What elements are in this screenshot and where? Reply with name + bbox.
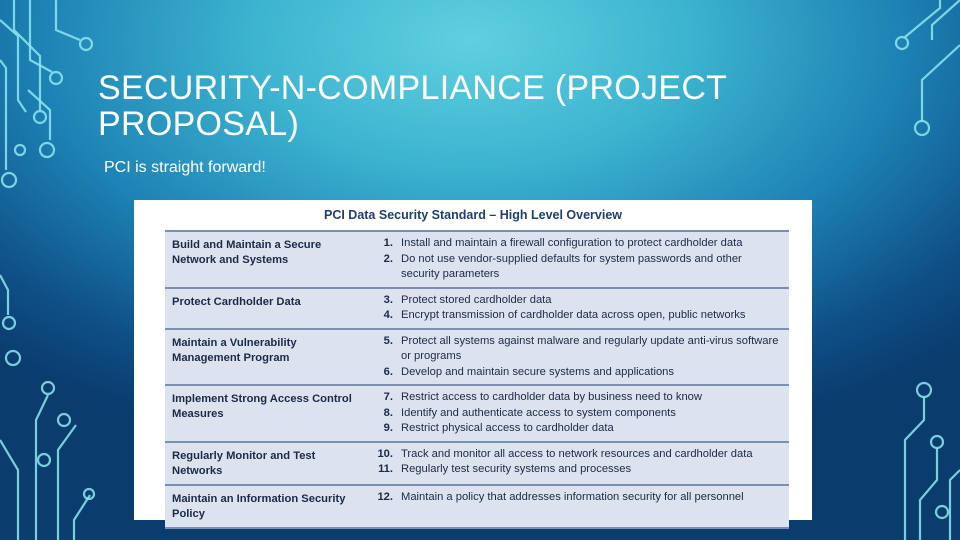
requirements-cell	[359, 231, 789, 288]
requirement-item	[359, 421, 783, 437]
requirement-text: Regularly test security systems and processes	[401, 463, 632, 475]
requirement-number: 9.	[383, 422, 393, 434]
requirement-number: 12.	[377, 490, 393, 503]
requirement-text: Identify and authenticate access to system components	[401, 406, 676, 419]
requirement-text: Maintain a policy that addresses information security for all personnel	[401, 490, 744, 503]
requirement-number: 1.	[383, 237, 393, 249]
requirements-cell	[359, 385, 789, 442]
table-row	[165, 442, 789, 485]
pci-overview-image	[134, 200, 812, 520]
requirement-number: 10.	[377, 447, 393, 460]
requirement-item	[359, 308, 783, 324]
table-row	[165, 231, 789, 288]
requirement-item	[359, 293, 783, 309]
goal-label: Implement Strong Access Control Measures	[172, 393, 352, 420]
requirements-cell	[359, 329, 789, 386]
goal-label: Regularly Monitor and Test Networks	[172, 449, 316, 477]
requirement-item	[359, 334, 783, 365]
requirement-text: Develop and maintain secure systems and applications	[401, 365, 675, 378]
requirement-item	[359, 390, 783, 406]
requirement-number: 6.	[383, 365, 393, 378]
table-row	[165, 288, 789, 329]
requirement-number: 5.	[383, 334, 393, 347]
goal-label: Build and Maintain a Secure Network and Systems	[172, 239, 322, 266]
requirement-item	[359, 252, 783, 283]
requirement-number: 11.	[378, 463, 393, 475]
requirement-text: Protect stored cardholder data	[401, 293, 552, 306]
requirements-cell	[359, 442, 789, 485]
requirements-cell	[359, 485, 789, 528]
slide-title: SECURITY-N-COMPLIANCE (PROJECT PROPOSAL)	[98, 69, 727, 143]
requirement-text: Restrict physical access to cardholder data	[401, 422, 614, 434]
requirement-number: 4.	[383, 309, 393, 321]
requirement-text: Encrypt transmission of cardholder data across open, public networks	[401, 309, 746, 321]
goal-label: Protect Cardholder Data	[172, 295, 301, 308]
table-row	[165, 385, 789, 442]
requirements-cell	[359, 288, 789, 329]
requirement-item	[359, 236, 783, 252]
requirement-text: Restrict access to cardholder data by business need to know	[401, 391, 702, 403]
requirement-text: Track and monitor all access to network resources and cardholder data	[401, 447, 753, 460]
requirement-item	[359, 490, 783, 506]
requirement-number: 8.	[383, 406, 393, 419]
table-row	[165, 485, 789, 528]
requirement-text: Protect all systems against malware and regularly update anti-virus software or programs	[401, 334, 779, 362]
requirement-item	[359, 462, 783, 478]
requirement-number: 3.	[383, 293, 393, 306]
requirement-text: Do not use vendor-supplied defaults for system passwords and other security parameters	[401, 252, 742, 280]
slide-subtitle: PCI is straight forward!	[104, 159, 266, 176]
pci-requirements-table	[165, 230, 789, 529]
requirement-number: 2.	[383, 252, 393, 265]
goal-label: Maintain a Vulnerability Management Program	[172, 336, 297, 364]
requirement-item	[359, 365, 783, 381]
requirement-item	[359, 406, 783, 422]
requirement-text: Install and maintain a firewall configuration to protect cardholder data	[401, 237, 743, 249]
table-row	[165, 329, 789, 386]
requirement-item	[359, 447, 783, 463]
goal-label: Maintain an Information Security Policy	[172, 492, 346, 520]
pci-table-title: PCI Data Security Standard – High Level Overview	[323, 208, 623, 222]
requirement-number: 7.	[383, 391, 393, 403]
